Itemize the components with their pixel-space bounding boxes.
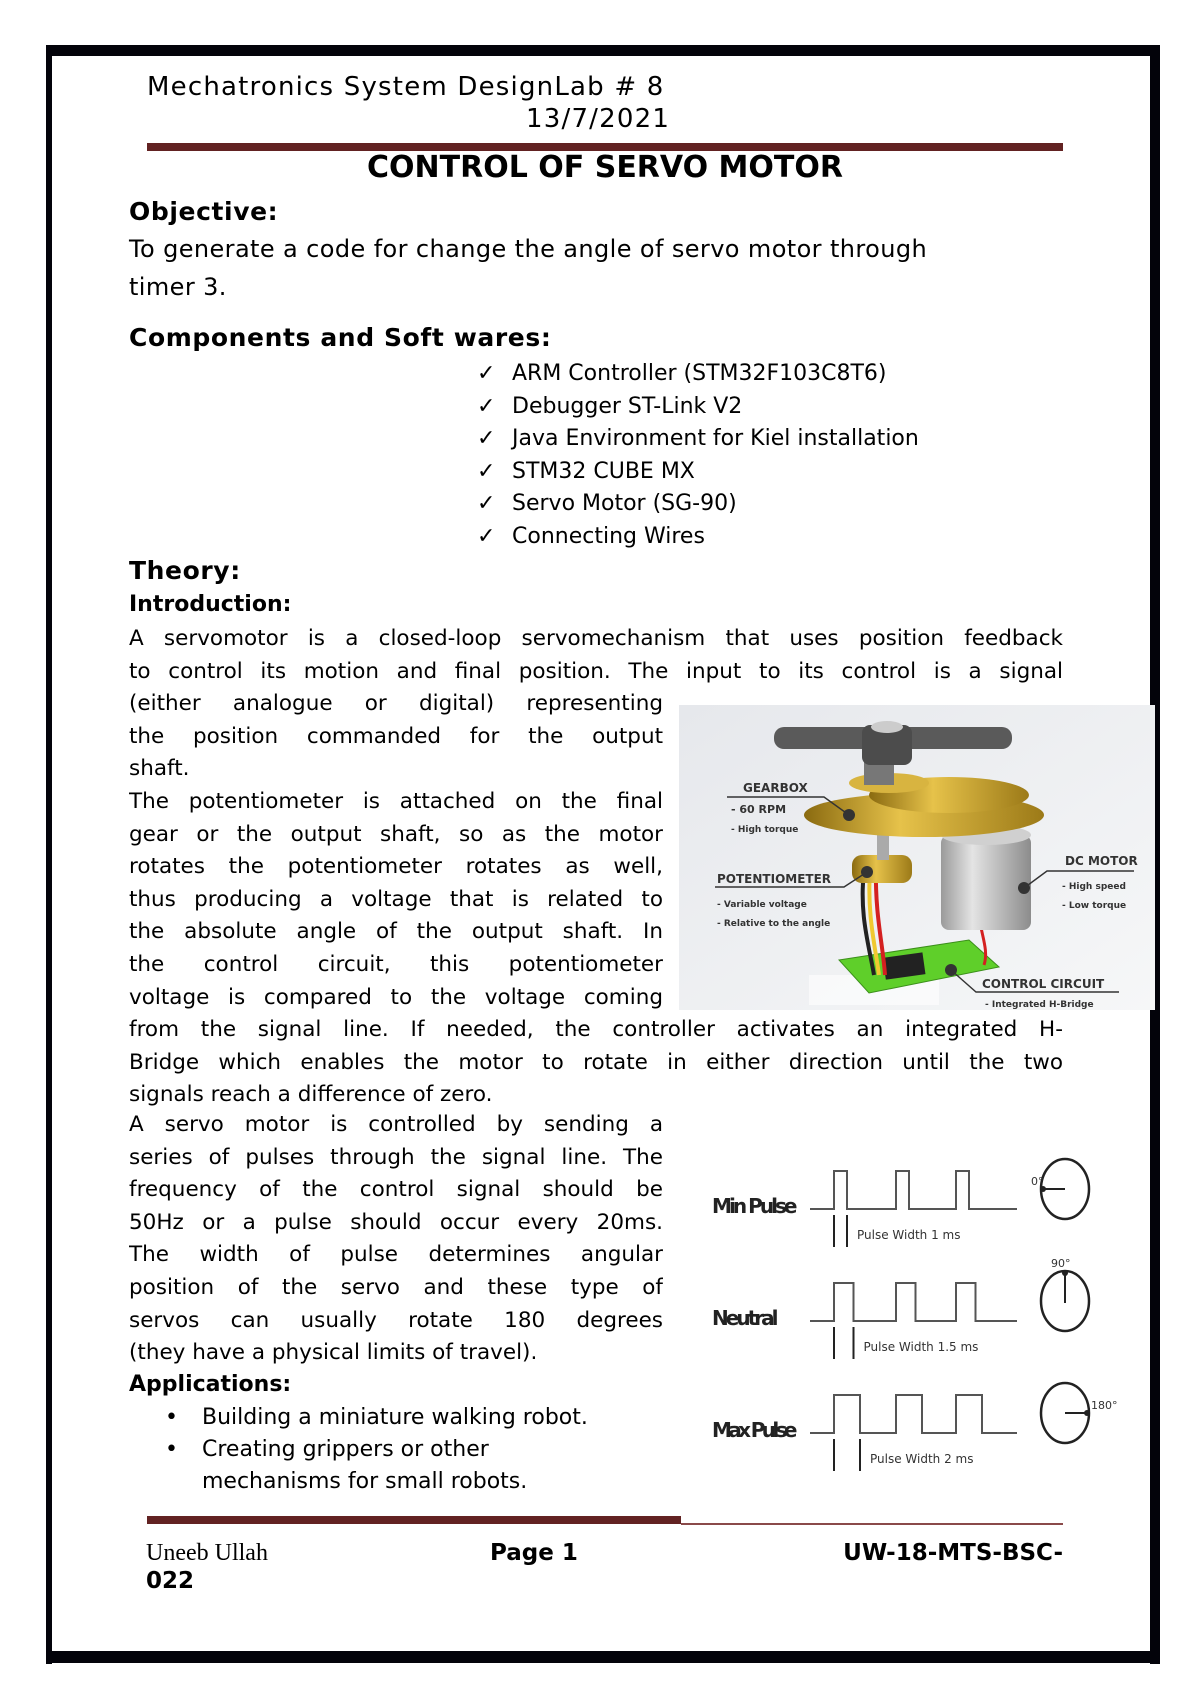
theory-heading: Theory: (129, 556, 241, 585)
objective-text-line: To generate a code for change the angle of servo motor through (129, 235, 928, 263)
dc-motor-desc-1: - High speed (1062, 882, 1126, 892)
angle-label: 90° (1051, 1257, 1071, 1270)
lab-title: Mechatronics System DesignLab # 8 (147, 72, 665, 102)
body-text-line: Bridge which enables the motor to rotate in either direction until the two (129, 1049, 1063, 1075)
body-text-line: the position commanded for the output (129, 723, 663, 749)
page-border-top (46, 45, 1160, 56)
dc-motor-shape (941, 835, 1031, 930)
check-icon: ✓ (477, 491, 496, 517)
bullet-icon: • (165, 1437, 178, 1462)
check-icon: ✓ (477, 524, 496, 549)
pulse-row-label: Max Pulse (712, 1418, 798, 1442)
angle-label: 0° (1031, 1175, 1044, 1188)
footer-reg-number: UW-18-MTS-BSC- (843, 1540, 1063, 1566)
objective-text-line: timer 3. (129, 273, 227, 301)
body-text-line: shaft. (129, 756, 190, 782)
control-circuit-label: CONTROL CIRCUIT (982, 977, 1105, 991)
potentiometer-label: POTENTIOMETER (717, 872, 832, 886)
components-heading: Components and Soft wares: (129, 323, 552, 352)
lab-date: 13/7/2021 (526, 104, 671, 134)
footer-author: Uneeb Ullah (146, 1540, 268, 1566)
page-border-left (46, 45, 52, 1664)
body-text-line: (either analogue or digital) representing (129, 691, 663, 717)
check-icon: ✓ (477, 426, 496, 452)
dial-arrow-head (1084, 1410, 1090, 1416)
body-text-line: thus producing a voltage that is related to (129, 886, 663, 912)
component-item: Java Environment for Kiel installation (512, 426, 919, 452)
application-item: Creating grippers or other (202, 1437, 489, 1462)
component-item: STM32 CUBE MX (512, 458, 695, 484)
body-text-line: 50Hz or a pulse should occur every 20ms. (129, 1209, 663, 1235)
component-item: Servo Motor (SG-90) (512, 491, 737, 517)
gearbox-rpm: - 60 RPM (731, 803, 787, 816)
footer-rule-thick (147, 1516, 681, 1524)
potentiometer-desc-1: - Variable voltage (717, 900, 807, 910)
body-text-line: frequency of the control signal should be (129, 1177, 663, 1203)
body-text-line: signals reach a difference of zero. (129, 1082, 493, 1108)
introduction-heading: Introduction: (129, 592, 292, 617)
body-text-line: A servo motor is controlled by sending a (129, 1112, 663, 1137)
document-title: CONTROL OF SERVO MOTOR (367, 150, 843, 185)
body-text-line: The width of pulse determines angular (129, 1242, 663, 1268)
check-icon: ✓ (477, 393, 496, 419)
body-text-line: to control its motion and final position. The input to its control is a signal (129, 658, 1063, 684)
check-icon: ✓ (477, 361, 496, 386)
angle-label: 180° (1091, 1399, 1118, 1412)
body-text-line: from the signal line. If needed, the controller activates an integrated H- (129, 1017, 1063, 1043)
pulse-row-label: Min Pulse (712, 1194, 798, 1218)
footer-page-number: Page 1 (490, 1540, 578, 1566)
body-text-line: rotates the potentiometer rotates as well, (129, 854, 663, 880)
pulse-waveform (810, 1395, 1017, 1433)
component-item: ARM Controller (STM32F103C8T6) (512, 361, 887, 386)
pulse-width-label: Pulse Width 1 ms (857, 1228, 961, 1242)
dial-arrow-head (1062, 1270, 1068, 1276)
body-text-line: the absolute angle of the output shaft. In (129, 919, 663, 945)
application-item: Building a miniature walking robot. (202, 1405, 588, 1430)
gearbox-label: GEARBOX (743, 781, 808, 795)
gearbox-torque: - High torque (731, 825, 799, 835)
potentiometer-desc-2: - Relative to the angle (717, 919, 831, 929)
bullet-icon: • (165, 1405, 178, 1430)
footer-rule-thin (681, 1523, 1063, 1525)
body-text-line: A servomotor is a closed-loop servomechanism that uses position feedback (129, 626, 1063, 651)
body-text-line: The potentiometer is attached on the final (129, 789, 663, 814)
body-text-line: position of the servo and these type of (129, 1275, 663, 1300)
pulse-width-figure (700, 1140, 1120, 1500)
pulse-waveform (810, 1283, 1017, 1321)
check-icon: ✓ (477, 458, 496, 484)
application-item: mechanisms for small robots. (202, 1469, 528, 1494)
objective-heading: Objective: (129, 197, 279, 226)
body-text-line: servos can usually rotate 180 degrees (129, 1307, 663, 1333)
applications-heading: Applications: (129, 1372, 292, 1397)
dc-motor-desc-2: - Low torque (1062, 901, 1127, 911)
servo-anatomy-figure (679, 705, 1155, 1010)
control-circuit-desc: - Integrated H-Bridge (985, 1000, 1094, 1010)
pulse-width-label: Pulse Width 2 ms (870, 1452, 974, 1466)
component-item: Debugger ST-Link V2 (512, 393, 743, 419)
body-text-line: series of pulses through the signal line. The (129, 1144, 663, 1170)
body-text-line: voltage is compared to the voltage coming (129, 984, 663, 1010)
body-text-line: gear or the output shaft, so as the motor (129, 821, 663, 847)
dc-motor-label: DC MOTOR (1065, 854, 1138, 868)
body-text-line: (they have a physical limits of travel). (129, 1340, 538, 1366)
page-border-bottom (46, 1651, 1160, 1663)
footer-reg-number-cont: 022 (146, 1568, 195, 1594)
pulse-width-label: Pulse Width 1.5 ms (863, 1340, 979, 1354)
pulse-row-label: Neutral (712, 1306, 779, 1330)
pulse-waveform (810, 1171, 1017, 1209)
body-text-line: the control circuit, this potentiometer (129, 952, 663, 977)
component-item: Connecting Wires (512, 524, 705, 549)
